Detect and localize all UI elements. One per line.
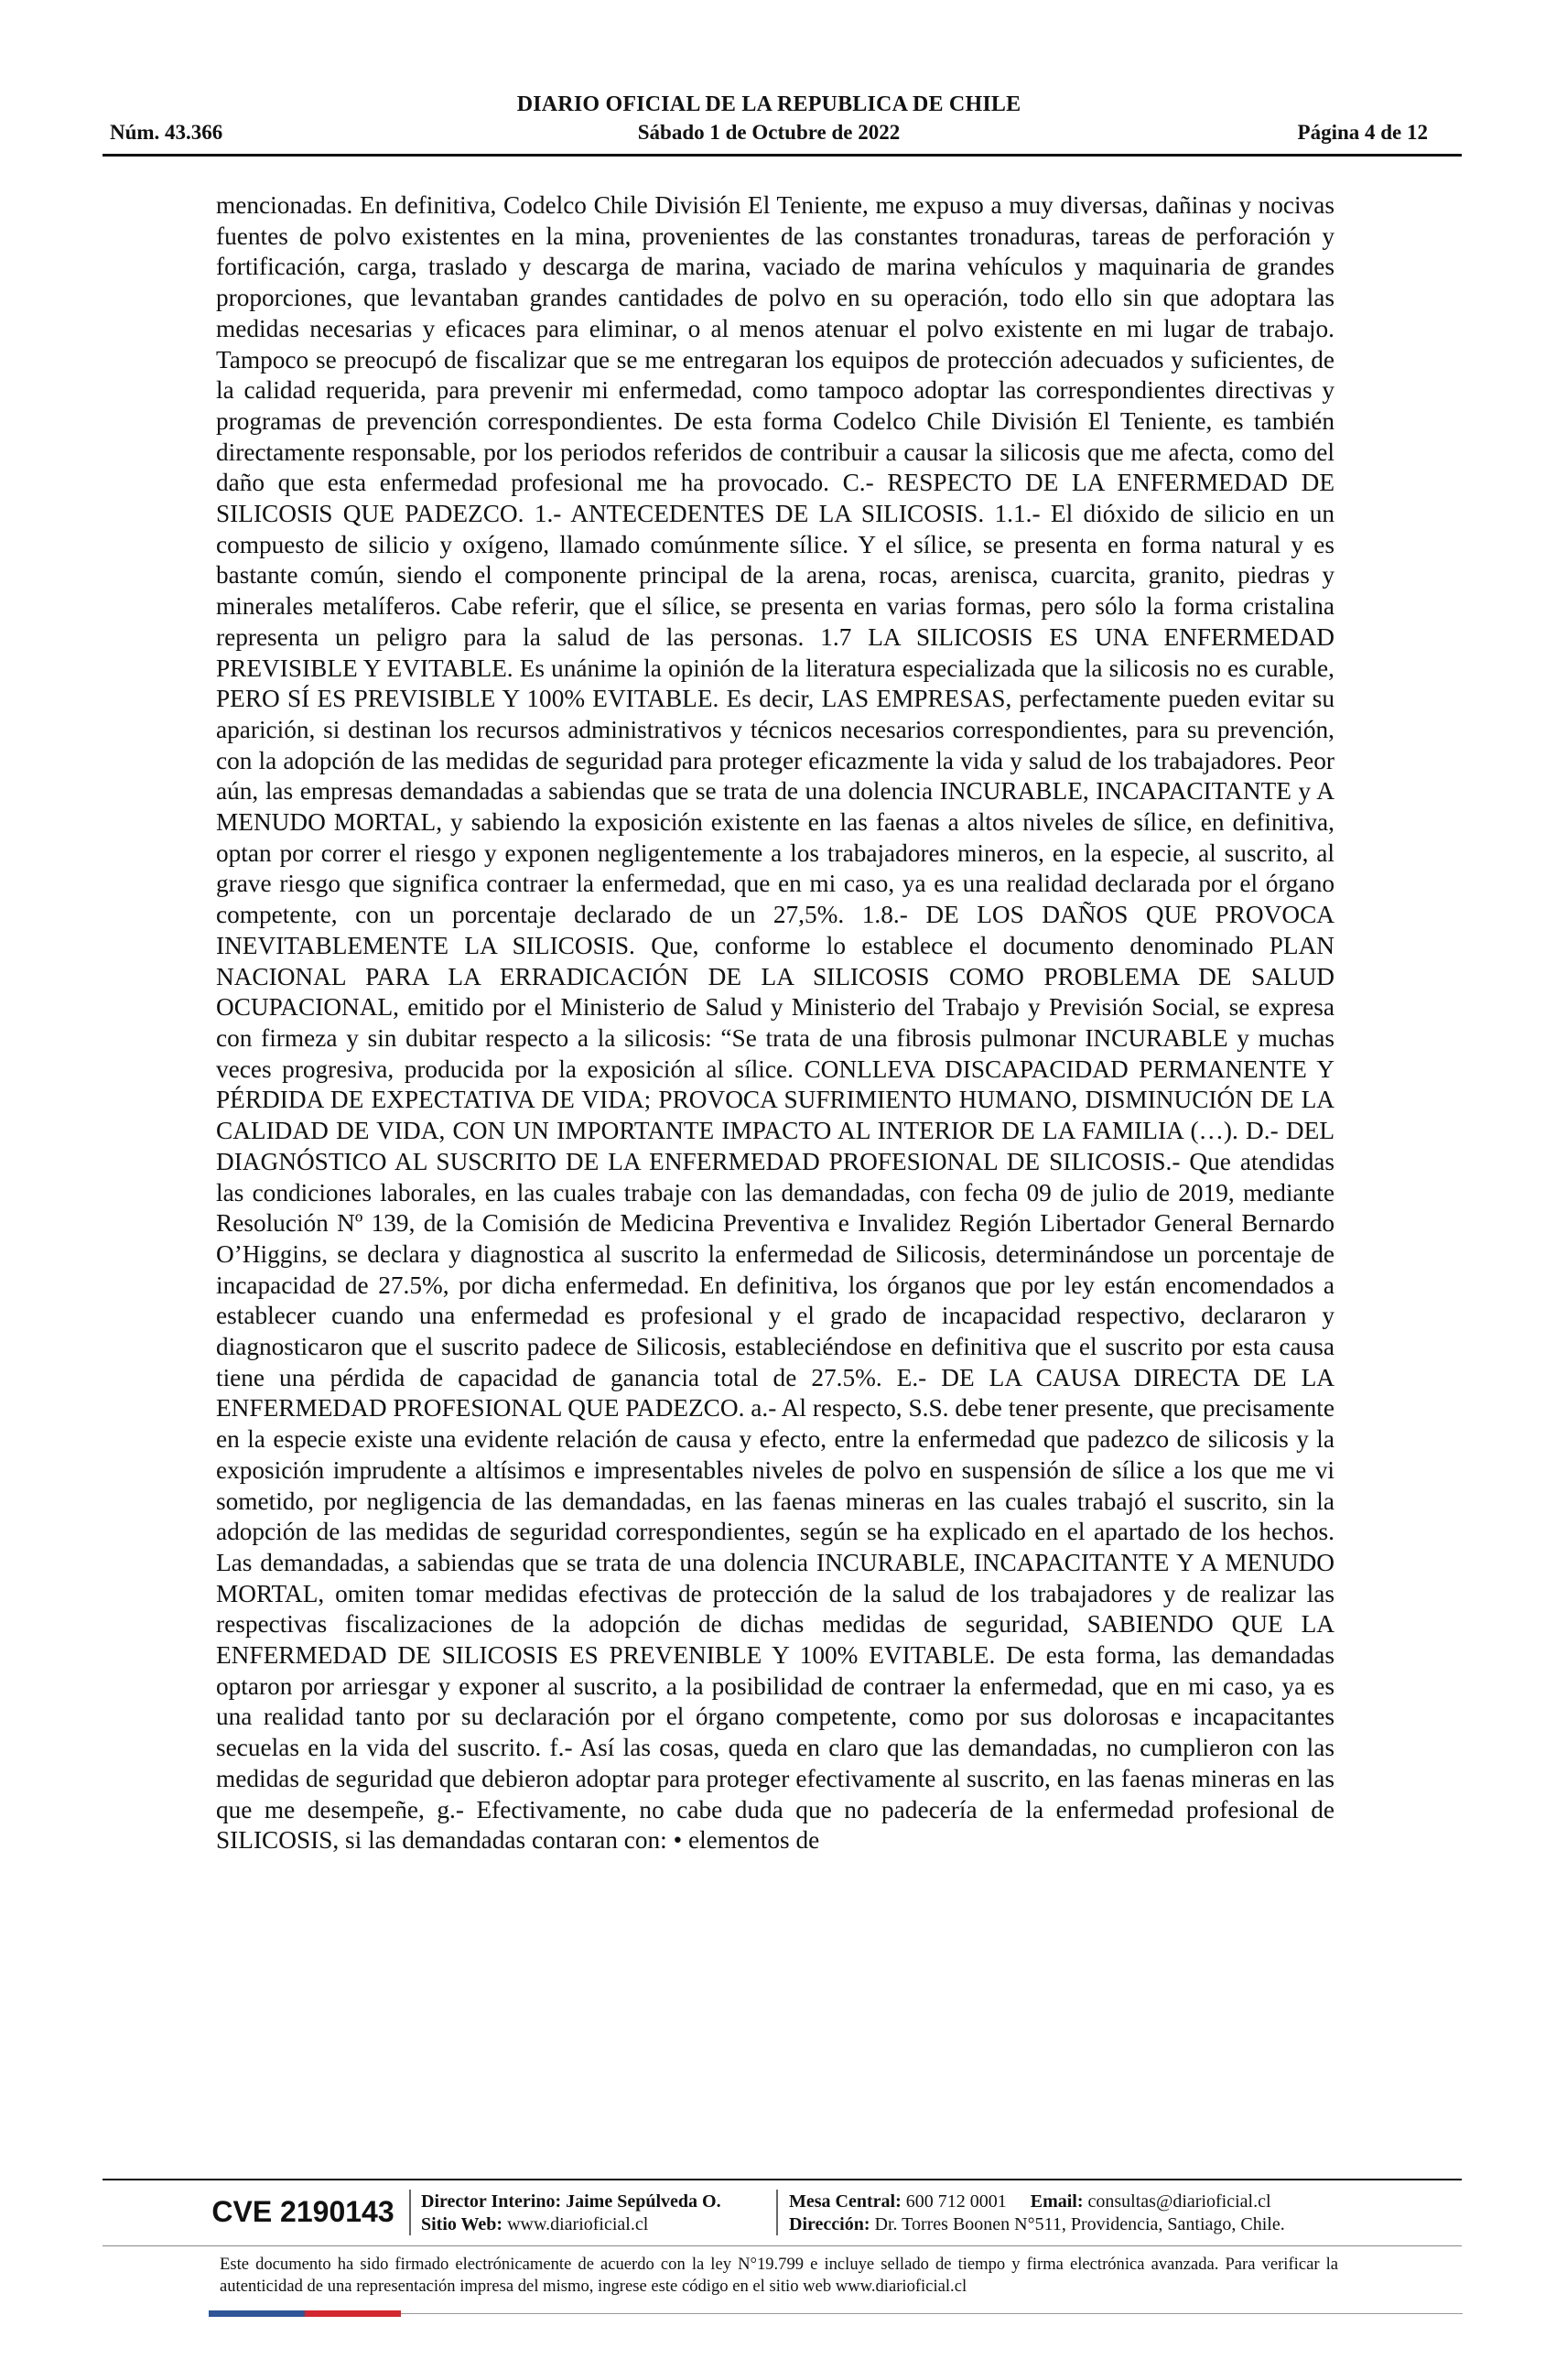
email-link[interactable]: consultas@diarioficial.cl — [1087, 2191, 1271, 2212]
issue-number: Núm. 43.366 — [110, 121, 223, 144]
footer-separator — [776, 2190, 778, 2235]
legal-notice: Este documento ha sido firmado electrónicamente de acuerdo con la ley N°19.799 e incluye sellado de tiempo y firma electrónica avanzada. Para verificar la autenticidad de una representación impresa del mismo, ingrese este código en el sitio web www.diarioficial.cl — [220, 2255, 1338, 2296]
director-name: Jaime Sepúlveda O. — [566, 2191, 721, 2212]
footer-divider — [103, 2179, 1462, 2180]
document-body — [216, 190, 1334, 1856]
phone-label: Mesa Central: — [789, 2191, 902, 2212]
address-label: Dirección: — [789, 2214, 870, 2234]
body-paragraph: mencionadas. En definitiva, Codelco Chile División El Teniente, me expuso a muy diversas, dañinas y nocivas fuentes de polvo existentes en la mina, provenientes de las constantes tronaduras, tareas de perforación y fortificación, carga, traslado y descarga de marina, vaciado de marina vehículos y maquinaria de grandes proporciones, que levantaban grandes cantidades de polvo en su operación, todo ello sin que adoptara las medidas necesarias y eficaces para eliminar, o al menos atenuar el polvo existente en mi lugar de trabajo. Tampoco se preocupó de fiscalizar que se me entregaran los equipos de protección adecuados y suficientes, de la calidad requerida, para prevenir mi enfermedad, como tampoco adoptar las correspondientes directivas y programas de prevención correspondientes. De esta forma Codelco Chile División El Teniente, es también directamente responsable, por los periodos referidos de contribuir a causar la silicosis que me afecta, como del daño que esta enfermedad profesional me ha provocado. C.- RESPECTO DE LA ENFERMEDAD DE SILICOSIS QUE PADEZCO. 1.- ANTECEDENTES DE LA SILICOSIS. 1.1.- El dióxido de silicio en un compuesto de silicio y oxígeno, llamado comúnmente sílice. Y el sílice, se presenta en forma natural y es bastante común, siendo el componente principal de la arena, rocas, arenisca, cuarcita, granito, piedras y minerales metalíferos. Cabe referir, que el sílice, se presenta en varias formas, pero sólo la forma cristalina representa un peligro para la salud de las personas. 1.7 LA SILICOSIS ES UNA ENFERMEDAD PREVISIBLE Y EVITABLE. Es unánime la opinión de la literatura especializada que la silicosis no es curable, PERO SÍ ES PREVISIBLE Y 100% EVITABLE. Es decir, LAS EMPRESAS, perfectamente pueden evitar su aparición, si destinan los recursos administrativos y técnicos necesarios correspondientes, para su prevención, con la adopción de las medidas de seguridad para proteger eficazmente la vida y salud de los trabajadores. Peor aún, las empresas demandadas a sabiendas que se trata de una dolencia INCURABLE, INCAPACITANTE y A MENUDO MORTAL, y sabiendo la exposición existente en las faenas a altos niveles de sílice, en definitiva, optan por correr el riesgo y exponen negligentemente a los trabajadores mineros, en la especie, al suscrito, al grave riesgo que significa contraer la enfermedad, que en mi caso, ya es una realidad declarada por el órgano competente, con un porcentaje declarado de un 27,5%. 1.8.- DE LOS DAÑOS QUE PROVOCA INEVITABLEMENTE LA SILICOSIS. Que, conforme lo establece el documento denominado PLAN NACIONAL PARA LA ERRADICACIÓN DE LA SILICOSIS COMO PROBLEMA DE SALUD OCUPACIONAL, emitido por el Ministerio de Salud y Ministerio del Trabajo y Previsión Social, se expresa con firmeza y sin dubitar respecto a la silicosis: “Se trata de una fibrosis pulmonar INCURABLE y muchas veces progresiva, producida por la exposición al sílice. CONLLEVA DISCAPACIDAD PERMANENTE Y PÉRDIDA DE EXPECTATIVA DE VIDA; PROVOCA SUFRIMIENTO HUMANO, DISMINUCIÓN DE LA CALIDAD DE VIDA, CON UN IMPORTANTE IMPACTO AL INTERIOR DE LA FAMILIA (…). D.- DEL DIAGNÓSTICO AL SUSCRITO DE LA ENFERMEDAD PROFESIONAL DE SILICOSIS.- Que atendidas las condiciones laborales, en las cuales trabaje con las demandadas, con fecha 09 de julio de 2019, mediante Resolución Nº 139, de la Comisión de Medicina Preventiva e Invalidez Región Libertador General Bernardo O’Higgins, se declara y diagnostica al suscrito la enfermedad de Silicosis, determinándose un porcentaje de incapacidad de 27.5%, por dicha enfermedad. En definitiva, los órganos que por ley están encomendados a establecer cuando una enfermedad es profesional y el grado de incapacidad respectivo, declararon y diagnosticaron que el suscrito padece de Silicosis, estableciéndose en definitiva que el suscrito por esta causa tiene una pérdida de capacidad de ganancia total de 27.5%. E.- DE LA CAUSA DIRECTA DE LA ENFERMEDAD PROFESIONAL QUE PADEZCO. a.- Al respecto, S.S. debe tener presente, que precisamente en la especie existe una evidente relación de causa y efecto, entre la enfermedad que padezco de silicosis y la exposición imprudente a altísimos e impresentables niveles de polvo en suspensión de sílice a los que me vi sometido, por negligencia de las demandadas, en las faenas mineras en las cuales trabajó el suscrito, sin la adopción de las medidas de seguridad correspondientes, según se ha explicado en el apartado de los hechos. Las demandadas, a sabiendas que se trata de una dolencia INCURABLE, INCAPACITANTE Y A MENUDO MORTAL, omiten tomar medidas efectivas de protección de la salud de los trabajadores y de realizar las respectivas fiscalizaciones de la adopción de dichas medidas de seguridad, SABIENDO QUE LA ENFERMEDAD DE SILICOSIS ES PREVENIBLE Y 100% EVITABLE. De esta forma, las demandadas optaron por arriesgar y exponer al suscrito, a la posibilidad de contraer la enfermedad, que en mi caso, ya es una realidad tanto por su declaración por el órgano competente, como por sus dolorosas e incapacitantes secuelas en la vida del suscrito. f.- Así las cosas, queda en claro que las demandadas, no cumplieron con las medidas de seguridad que debieron adoptar para proteger efectivamente al suscrito, en las faenas mineras en las que me desempeñe, g.- Efectivamente, no cabe duda que no padecería de la enfermedad profesional de SILICOSIS, si las demandadas contaran con: • elementos de — [216, 191, 1334, 1855]
page-header — [110, 92, 1428, 149]
page-indicator: Página 4 de 12 — [1297, 121, 1428, 144]
director-label: Director Interino: — [421, 2191, 562, 2212]
director-info — [421, 2191, 721, 2236]
footer-separator — [409, 2190, 411, 2235]
flag-red-segment — [305, 2310, 401, 2317]
contact-info — [789, 2191, 1285, 2236]
header-divider — [103, 154, 1462, 157]
email-label: Email: — [1030, 2191, 1084, 2212]
flag-blue-segment — [209, 2310, 305, 2317]
newspaper-title: DIARIO OFICIAL DE LA REPUBLICA DE CHILE — [516, 92, 1021, 116]
issue-date: Sábado 1 de Octubre de 2022 — [637, 121, 901, 144]
website-label: Sitio Web: — [421, 2214, 503, 2234]
phone-value: 600 712 0001 — [905, 2191, 1007, 2212]
cve-code: CVE 2190143 — [211, 2195, 394, 2228]
footer-divider — [103, 2245, 1462, 2246]
bottom-divider — [401, 2313, 1463, 2314]
flag-stripe — [209, 2310, 401, 2317]
address-value: Dr. Torres Boonen N°511, Providencia, Santiago, Chile. — [874, 2214, 1285, 2234]
website-link[interactable]: www.diarioficial.cl — [507, 2214, 649, 2234]
